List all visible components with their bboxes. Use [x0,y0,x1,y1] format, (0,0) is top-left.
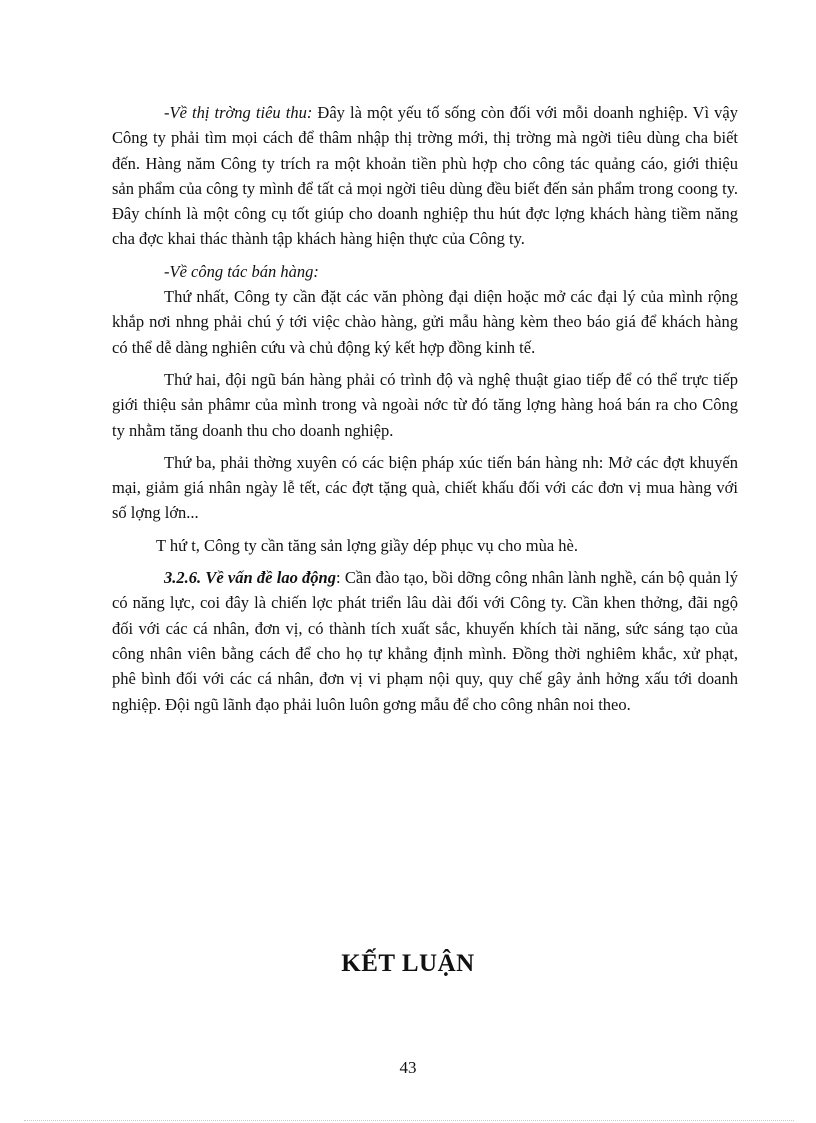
labor-paragraph [112,565,738,717]
sales-paragraph-2: Thứ hai, đội ngũ bán hàng phải có trình độ và nghệ thuật giao tiếp để có thể trực tiếp giới thiệu sản phâmr của mình trong và ngoài nớc từ đó tăng lợng hàng hoá bán ra cho Công ty nhằm tăng doanh thu cho doanh nghiệp. [112,369,738,440]
footer-divider [24,1120,794,1121]
labor-text: : Cần đào tạo, bồi dỡng công nhân lành nghề, cán bộ quản lý có năng lực, coi đây là chiến lợc phát triển lâu dài đối với Công ty. Cần khen thởng, đãi ngộ đối với các cá nhân, đơn vị, có thành tích xuất sắc, khuyến khích tài năng, sức sáng tạo của công nhân viên bằng cách để cho họ tự khẳng định mình. Đồng thời nghiêm khắc, xử phạt, phê bình đối với các cá nhân, đơn vị vi phạm nội quy, quy chế gây ảnh hởng xấu tới doanh nghiệp. Đội ngũ lãnh đạo phải luôn luôn gơng mẫu để cho công nhân noi theo. [112,568,739,714]
conclusion-heading: KẾT LUẬN [341,950,475,977]
sales-paragraph-3: Thứ ba, phải thờng xuyên có các biện pháp xúc tiến bán hàng nh: Mở các đợt khuyến mại, giảm giá nhân ngày lễ tết, các đợt tặng quà, chiết khấu đối với các đơn vị mua hàng với số lợng lớn... [112,452,738,523]
market-paragraph [112,100,738,252]
labor-label: 3.2.6. Về vấn đề lao động [164,568,336,588]
page-number: 43 [399,1058,417,1077]
sales-heading: -Về công tác bán hàng: [164,261,319,281]
market-text: Đây là một yếu tố sống còn đối với mỗi doanh nghiệp. Vì vậy Công ty phải tìm mọi cách để thâm nhập thị trờng mới, thị trờng mà ngời tiêu dùng cha biết đến. Hàng năm Công ty trích ra một khoản tiền phù hợp cho công tác quảng cáo, giới thiệu sản phẩm của công ty mình để tất cả mọi ngời tiêu dùng đều biết đến sản phẩm trong coong ty. Đây chính là một công cụ tốt giúp cho doanh nghiệp thu hút đợc lợng khách hàng tiềm năng cha đợc khai thác thành tập khách hàng hiện thực của Công ty. [112,103,738,249]
market-label: -Về thị trờng tiêu thu: [164,103,313,122]
body-text [112,100,738,717]
sales-paragraph-1: Thứ nhất, Công ty cần đặt các văn phòng đại diện hoặc mở các đại lý của mình rộng khắp nơi nhng phải chú ý tới việc chào hàng, gửi mẫu hàng kèm theo báo giá để khách hàng có thể dễ dàng nghiên cứu và chủ động ký kết hợp đồng kinh tế. [112,287,738,357]
sales-paragraph-4: T hứ t, Công ty cần tăng sản lợng giầy dép phục vụ cho mùa hè. [156,535,578,555]
